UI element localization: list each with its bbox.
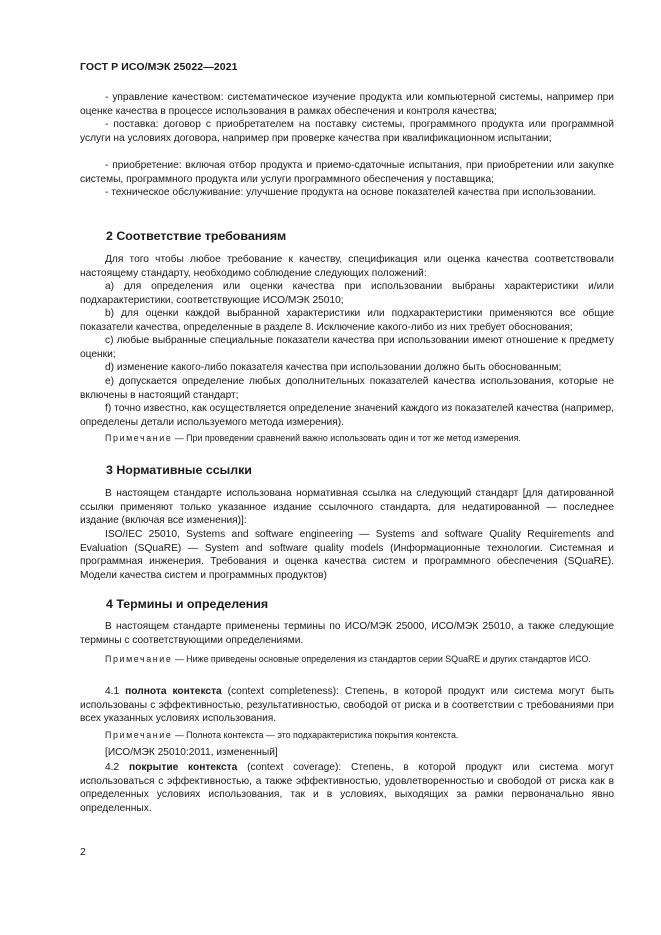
list-item: f) точно известно, как осуществляется определение значений каждого из показателей качества (например, определены детали используемого метода измерения). xyxy=(80,403,614,428)
term-name: покрытие контекста xyxy=(128,762,238,773)
page-header: ГОСТ Р ИСО/МЭК 25022—2021 xyxy=(80,61,238,73)
term-4-1-note xyxy=(80,729,614,742)
section-2-intro: Для того чтобы любое требование к качеству, спецификация или оценка качества соответствовали настоящему стандарту, необходимо соблюдение следующих положений: xyxy=(80,254,614,279)
term-4-1 xyxy=(80,685,614,726)
note-label: Примечание xyxy=(105,730,173,740)
note-text: — При проведении сравнений важно использовать один и тот же метод измерения. xyxy=(172,433,521,443)
note-label: Примечание xyxy=(105,654,173,664)
term-name: полнота контекста xyxy=(125,686,222,697)
list-item: c) любые выбранные специальные показатели качества при использовании имеют отношение к предмету оценки; xyxy=(80,335,614,360)
list-item: - поставка: договор с приобретателем на поставку системы, программного продукта или программной услуги на условиях договора, например при проверке качества при квалификационном испытании; xyxy=(80,119,614,144)
term-definition: (context coverage): Степень, в которой продукт или система могут использоваться с эффективностью, а также эффективностью, удовлетворенностью и свободой от риска как в определенных условиях использования, так и в условиях, выходящих за рамки первоначально явно определенных. xyxy=(80,762,614,814)
list-item: - приобретение: включая отбор продукта и приемо-сдаточные испытания, при приобретении или закупке системы, программного продукта или услуги программного обеспечения у поставщика; xyxy=(80,160,614,185)
list-item: b) для оценки каждой выбранной характеристики или подхарактеристики применяются все общие показатели качества, определенные в разделе 8. Исключение какого-либо из них требует обоснования; xyxy=(80,308,614,333)
note-text: — Ниже приведены основные определения из стандартов серии SQuaRE и других стандартов ИСО. xyxy=(172,654,591,664)
list-item: d) изменение какого-либо показателя качества при использовании должно быть обоснованным; xyxy=(105,362,562,373)
section-2-note xyxy=(80,432,614,445)
section-4-intro: В настоящем стандарте применены термины по ИСО/МЭК 25000, ИСО/МЭК 25010, а также следующие термины с соответствующими определениями. xyxy=(80,621,614,646)
page-number: 2 xyxy=(80,846,86,858)
section-4-note xyxy=(80,653,614,666)
section-2-heading: 2 Соответствие требованиям xyxy=(106,229,287,243)
section-4-heading: 4 Термины и определения xyxy=(106,597,269,611)
term-definition: (context completeness): Степень, в которой продукт или система могут быть использованы с эффективностью, результативностью, свободой от риска и в соответствии с требованиями при всех указанных условиях использования. xyxy=(80,686,615,725)
term-number: 4.2 xyxy=(105,762,129,773)
list-item: - управление качеством: систематическое изучение продукта или компьютерной системы, например при оценке качества в процессе использования в рамках обеспечения и контроля качества; xyxy=(80,92,614,117)
section-3-paragraph: В настоящем стандарте использована нормативная ссылка на следующий стандарт [для датированной ссылки применяют только указанное издание ссылочного стандарта, для недатированной — последнее издание (включая все изменения)]: xyxy=(80,488,614,527)
section-3-reference: ISO/IEC 25010, Systems and software engineering — Systems and software Quality Requirements and Evaluation (SQuaRE) — System and software quality models (Информационные технологии. Системная и программная инженерия. Требования и оценка качества систем и программного обеспечения (SQuaRE). Модели качества систем и программных продуктов) xyxy=(80,529,614,581)
term-4-2 xyxy=(80,761,614,815)
term-4-1-source: [ИСО/МЭК 25010:2011, измененный] xyxy=(105,747,278,758)
section-3-heading: 3 Нормативные ссылки xyxy=(106,463,252,477)
note-label: Примечание xyxy=(105,433,173,443)
list-item: - техническое обслуживание: улучшение продукта на основе показателей качества при использовании. xyxy=(105,187,597,198)
term-number: 4.1 xyxy=(105,686,126,697)
list-item: e) допускается определение любых дополнительных показателей качества использования, которые не включены в настоящий стандарт; xyxy=(80,376,614,401)
list-item: a) для определения или оценки качества при использовании выбраны характеристики и/или подхарактеристики, соответствующие ИСО/МЭК 25010; xyxy=(80,281,614,306)
note-text: — Полнота контекста — это подхарактеристика покрытия контекста. xyxy=(172,730,459,740)
